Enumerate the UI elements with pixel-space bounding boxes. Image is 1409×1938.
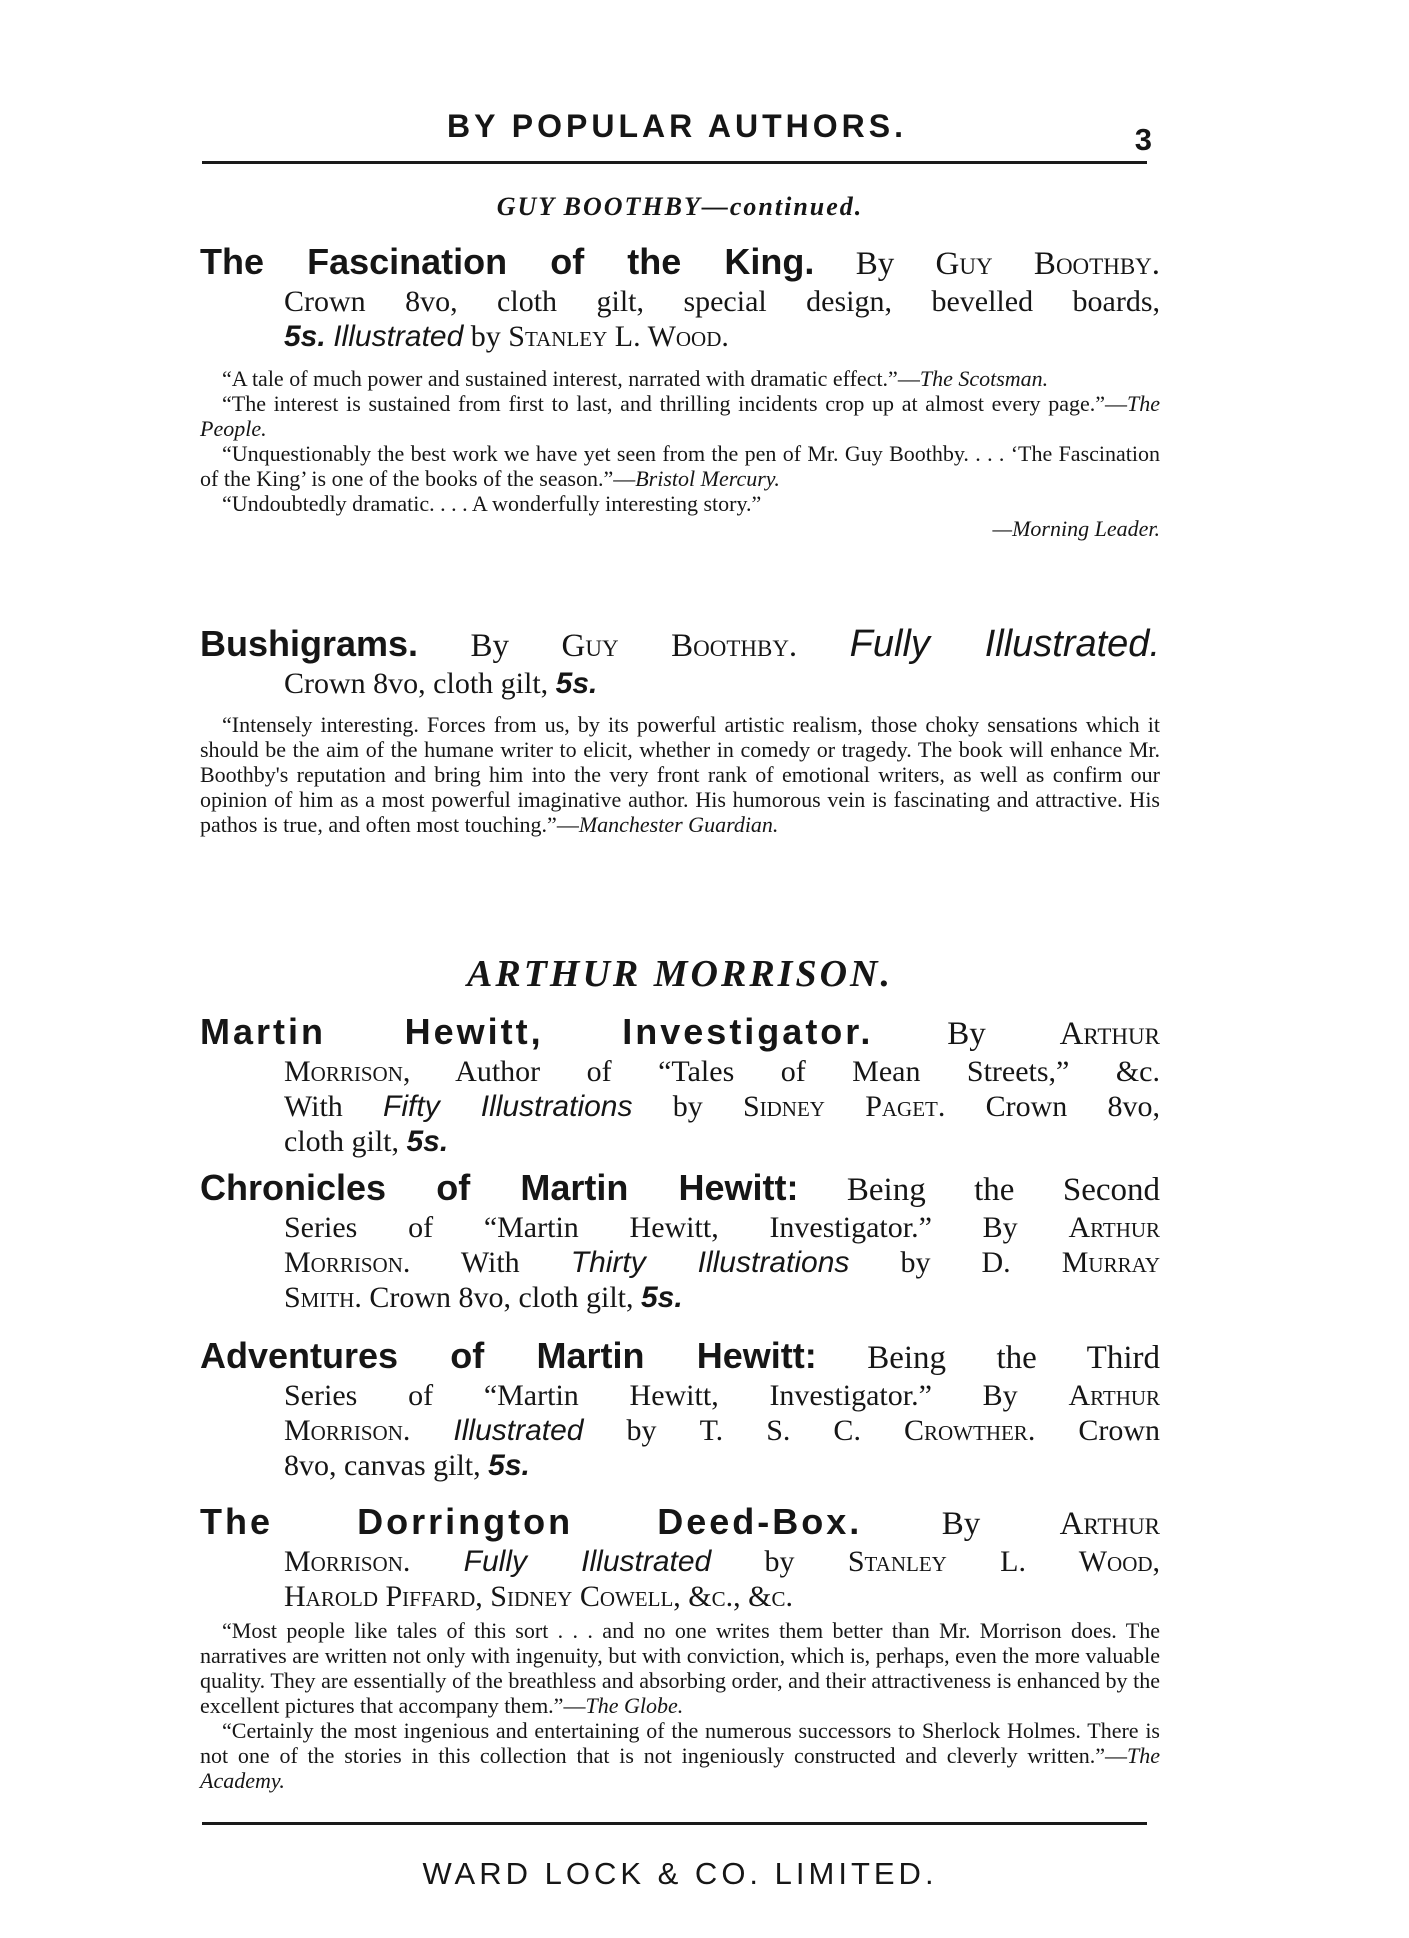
format-line: Crown 8vo, cloth gilt, special design, bevelled boards, bbox=[284, 285, 1160, 318]
review-quote: “Unquestionably the best work we have yet seen from the pen of Mr. Guy Boothby. . . . ‘The Fascination of the King’ is one of the books of the season.”—Bristol Mercury. bbox=[200, 441, 1160, 491]
review-quote: “A tale of much power and sustained interest, narrated with dramatic effect.”—The Scotsman. bbox=[222, 366, 1049, 391]
author-name: Morrison. bbox=[284, 1414, 411, 1447]
book-entry-bushigrams bbox=[200, 624, 1160, 701]
price: 5s. bbox=[284, 320, 326, 353]
price: 5s. bbox=[488, 1449, 530, 1482]
illustrated-label: Thirty Illustrations bbox=[570, 1246, 850, 1279]
illustrator-name: Harold Piffard, Sidney Cowell, &c., &c. bbox=[284, 1580, 793, 1613]
illustrated-label: Illustrated bbox=[333, 320, 464, 353]
illustration-line bbox=[284, 319, 1160, 354]
review-source: The Scotsman. bbox=[919, 366, 1049, 391]
other-works: Author of “Tales of Mean Streets,” &c. bbox=[455, 1055, 1160, 1088]
author-name: Morrison. bbox=[284, 1545, 411, 1578]
book-title: Martin Hewitt, Investigator. bbox=[200, 1011, 874, 1052]
author-name: Guy Boothby. bbox=[561, 628, 798, 664]
entry-details bbox=[200, 284, 1160, 354]
entry-heading bbox=[200, 1168, 1160, 1210]
format-line: Crown 8vo, cloth gilt, bbox=[284, 667, 549, 700]
page-header bbox=[202, 102, 1152, 162]
reviews-bushigrams bbox=[200, 712, 1160, 837]
review-source: Bristol Mercury. bbox=[635, 466, 780, 491]
review-quote: “Intensely interesting. Forces from us, by its powerful artistic realism, those choky sensations which it should be the aim of the humane writer to elicit, whether in comedy or tragedy. The book will enhance Mr. Boothby's reputation and bring him into the very front rank of emotional writers, as well as confirm our opinion of him as a most powerful imaginative author. His humorous vein is fascinating and attractive. His pathos is true, and often most touching.”—Manchester Guardian. bbox=[200, 712, 1160, 837]
entry-details bbox=[200, 1210, 1160, 1315]
review-source: The Academy. bbox=[200, 1743, 1160, 1793]
illustrator-name: Smith. bbox=[284, 1281, 362, 1314]
entry-heading bbox=[200, 624, 1160, 666]
review-quote: “Most people like tales of this sort . . . and no one writes them better than Mr. Morrison does. The narratives are written not only with ingenuity, but with conviction, which is, perhaps, even the more valuable quality. They are essentially of the breathless and absorbing order, and their attractiveness is enhanced by the excellent pictures that accompany them.”—The Globe. bbox=[200, 1618, 1160, 1718]
book-entry-adventures bbox=[200, 1336, 1160, 1483]
entry-heading bbox=[200, 1012, 1160, 1054]
author-name: Guy Boothby. bbox=[935, 246, 1161, 282]
book-entry-fascination bbox=[200, 242, 1160, 354]
author-name: Arthur bbox=[1068, 1211, 1161, 1244]
author-name: Arthur bbox=[1059, 1506, 1161, 1542]
book-title: Bushigrams. bbox=[200, 623, 419, 664]
book-subtitle: Being the Second bbox=[846, 1172, 1160, 1208]
review-quote: “The interest is sustained from first to last, and thrilling incidents crop up at almost every page.”—The People. bbox=[200, 391, 1160, 441]
footer-rule bbox=[202, 1822, 1147, 1825]
format-line: Smith. Crown 8vo, cloth gilt, 5s. bbox=[284, 1281, 683, 1314]
author-name: Arthur bbox=[1068, 1379, 1161, 1412]
binding-line: cloth gilt, 5s. bbox=[284, 1125, 449, 1158]
running-title: BY POPULAR AUTHORS. bbox=[446, 108, 908, 144]
format-line: Crown 8vo, bbox=[985, 1090, 1161, 1123]
review-source: —Morning Leader. bbox=[992, 516, 1160, 541]
illustrated-label: Illustrated bbox=[453, 1414, 584, 1447]
book-title: Adventures of Martin Hewitt: bbox=[200, 1335, 817, 1376]
book-title: The Dorrington Deed-Box. bbox=[200, 1501, 863, 1542]
review-source: The Globe. bbox=[585, 1693, 684, 1718]
entry-details bbox=[200, 666, 1160, 701]
reviews-fascination bbox=[200, 366, 1160, 541]
illustration-line: Morrison. Fully Illustrated by Stanley L. Wood, bbox=[284, 1545, 1161, 1578]
reviews-dorrington bbox=[200, 1618, 1160, 1793]
price: 5s. bbox=[406, 1125, 449, 1158]
entry-heading bbox=[200, 242, 1160, 284]
series-line: Series of “Martin Hewitt, Investigator.” By Arthur bbox=[284, 1379, 1161, 1412]
review-source: The People. bbox=[200, 391, 1160, 441]
entry-details bbox=[200, 1054, 1160, 1159]
book-entry-martin-hewitt-investigator bbox=[200, 1012, 1160, 1159]
entry-heading bbox=[200, 1502, 1160, 1544]
entry-details bbox=[200, 1378, 1160, 1483]
by-label: By bbox=[982, 1211, 1018, 1244]
illustrated-label: Fifty Illustrations bbox=[383, 1090, 633, 1123]
review-quote: “Undoubtedly dramatic. . . . A wonderfully interesting story.” bbox=[222, 491, 762, 516]
illustrated-by: by bbox=[470, 320, 501, 353]
illustrator-name: Sidney Paget. bbox=[742, 1090, 946, 1123]
illustration-line: Morrison. Illustrated by T. S. C. Crowther. Crown bbox=[284, 1414, 1161, 1447]
series-line: Series of “Martin Hewitt, Investigator.” By Arthur bbox=[284, 1211, 1161, 1244]
entry-details bbox=[200, 1544, 1160, 1614]
illustrator-name: Stanley L. Wood, bbox=[847, 1545, 1161, 1578]
author-heading: ARTHUR MORRISON. bbox=[467, 953, 893, 995]
book-subtitle: Being the Third bbox=[867, 1340, 1160, 1376]
review-quote: “Certainly the most ingenious and entertaining of the numerous successors to Sherlock Holmes. There is not one of the stories in this collection that is not ingeniously constructed and cleverly written.”—The Academy. bbox=[200, 1718, 1160, 1793]
by-label: By bbox=[982, 1379, 1018, 1412]
publisher-imprint: WARD LOCK & CO. LIMITED. bbox=[422, 1856, 938, 1891]
continued-heading: GUY BOOTHBY—continued. bbox=[496, 192, 864, 221]
entry-heading bbox=[200, 1336, 1160, 1378]
book-title: The Fascination of the King. bbox=[200, 241, 815, 282]
book-title: Chronicles of Martin Hewitt: bbox=[200, 1167, 799, 1208]
book-entry-dorrington bbox=[200, 1502, 1160, 1614]
illustrator-name: T. S. C. Crowther. bbox=[699, 1414, 1036, 1447]
illustrated-label: Fully Illustrated. bbox=[849, 623, 1160, 665]
by-label: By bbox=[855, 246, 895, 282]
author-name: Arthur bbox=[1059, 1016, 1160, 1052]
by-label: By bbox=[470, 628, 510, 664]
illustration-line: With Fifty Illustrations by Sidney Paget. Crown 8vo, bbox=[284, 1090, 1161, 1123]
price: 5s. bbox=[555, 667, 598, 700]
by-label: By bbox=[947, 1016, 986, 1052]
header-rule bbox=[202, 161, 1147, 164]
format-line: 8vo, canvas gilt, 5s. bbox=[284, 1449, 530, 1482]
illustrator-name: D. Murray bbox=[981, 1246, 1160, 1279]
by-label: By bbox=[941, 1506, 981, 1542]
page-number: 3 bbox=[1134, 122, 1152, 157]
author-line bbox=[284, 1054, 1160, 1089]
author-name: Morrison. bbox=[284, 1246, 411, 1279]
book-entry-chronicles bbox=[200, 1168, 1160, 1315]
review-source: Manchester Guardian. bbox=[578, 812, 779, 837]
illustration-line: Morrison. With Thirty Illustrations by D. Murray bbox=[284, 1246, 1160, 1279]
illustrator-name: Stanley L. Wood. bbox=[508, 320, 729, 353]
illustrated-label: Fully Illustrated bbox=[463, 1545, 712, 1578]
author-name: Morrison, bbox=[284, 1055, 411, 1088]
price: 5s. bbox=[641, 1281, 683, 1314]
